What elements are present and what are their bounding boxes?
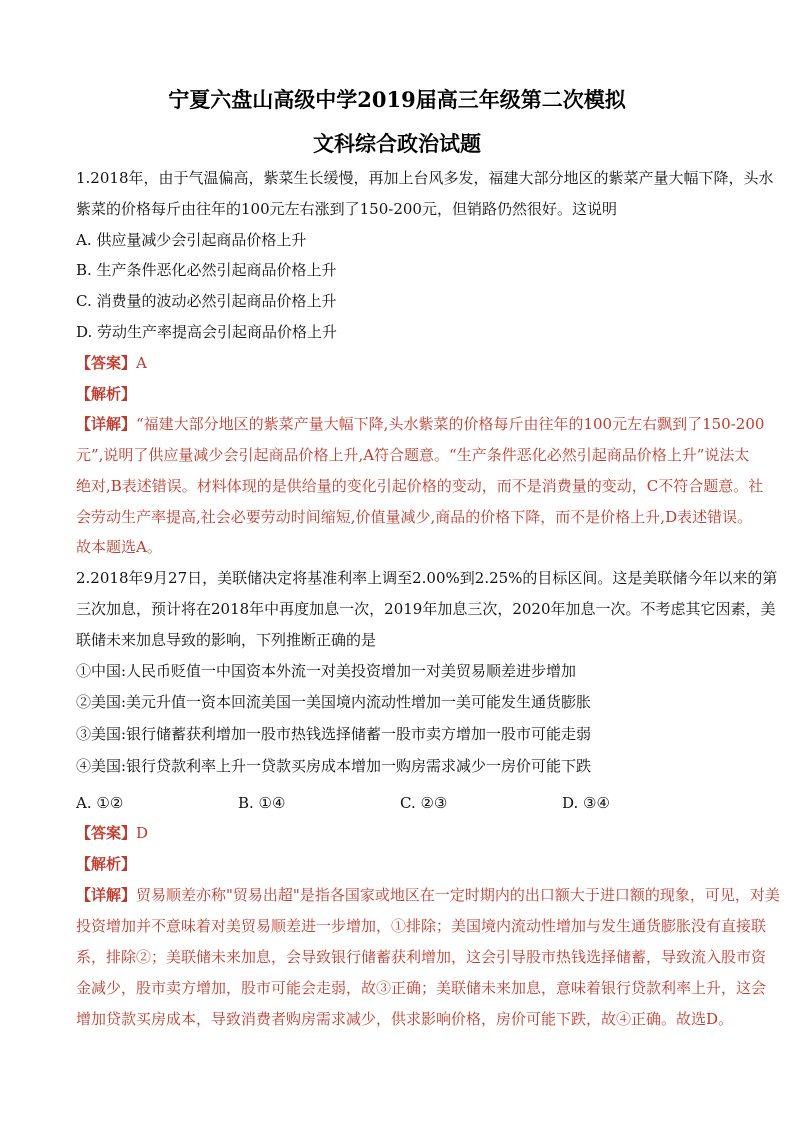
q2-option-c: C. ②③ bbox=[400, 794, 448, 812]
exam-title: 宁夏六盘山高级中学2019届高三年级第二次模拟 bbox=[168, 87, 626, 112]
q2-item-4: ④美国:银行贷款利率上升一贷款买房成本增加一购房需求减少一房价可能下跌 bbox=[76, 757, 592, 775]
answer-tag: 【答案】 bbox=[76, 824, 137, 842]
q1-detail-line: 会劳动生产率提高,社会必要劳动时间缩短,价值量减少,商品的价格下降，而不是价格上升,D表述错误。 bbox=[76, 508, 753, 526]
detail-text: “福建大部分地区的紫菜产量大幅下降,头水紫菜的价格每斤由往年的100元左右飘到了150-200 bbox=[136, 415, 765, 433]
q2-option-d: D. ③④ bbox=[562, 794, 610, 812]
q2-item-1: ①中国:人民币贬值一中国资本外流一对美投资增加一对美贸易顺差进步增加 bbox=[76, 662, 577, 680]
q2-item-3: ③美国:银行储蓄获利增加一股市热钱选择储蓄一股市卖方增加一股市可能走弱 bbox=[76, 725, 592, 743]
q2-detail-line: 金减少，股市卖方增加，股市可能会走弱，故③正确；美联储未来加息，意味着银行贷款利率上升，这会 bbox=[76, 979, 767, 997]
answer-value: D bbox=[136, 824, 149, 842]
q1-option-a: A. 供应量减少会引起商品价格上升 bbox=[76, 231, 307, 249]
q2-detail-line: 系，排除②；美联储未来加息，会导致银行储蓄获利增加，这会引导股市热钱选择储蓄，导致流入股市资 bbox=[76, 948, 767, 966]
detail-tag: 【详解】 bbox=[76, 886, 137, 904]
q2-stem-line: 三次加息，预计将在2018年中再度加息一次，2019年加息三次，2020年加息一次。不考虑其它因素，美 bbox=[76, 600, 776, 618]
q1-detail-line: 元”,说明了供应量减少会引起商品价格上升,A符合题意。“生产条件恶化必然引起商品价格上升”说法太 bbox=[76, 446, 750, 464]
detail-text: 贸易顺差亦称"贸易出超"是指各国家或地区在一定时期内的出口额大于进口额的现象，可见，对美 bbox=[136, 886, 780, 904]
q2-detail-line: 投资增加并不意味着对美贸易顺差进一步增加，①排除；美国境内流动性增加与发生通货膨胀没有直接联 bbox=[76, 917, 767, 935]
q1-stem-line: 1.2018年，由于气温偏高，紫菜生长缓慢，再加上台风多发，福建大部分地区的紫菜产量大幅下降，头水 bbox=[76, 169, 774, 187]
q1-detail-line bbox=[76, 414, 764, 434]
q1-option-c: C. 消费量的波动必然引起商品价格上升 bbox=[76, 292, 337, 310]
q2-detail-line: 增加贷款买房成本，导致消费者购房需求减少，供求影响价格，房价可能下跌，故④正确。故选D。 bbox=[76, 1010, 734, 1028]
q2-stem-line: 2.2018年9月27日，美联储决定将基准利率上调至2.00%到2.25%的目标区间。这是美联储今年以来的第 bbox=[76, 569, 778, 587]
q2-option-a: A. ①② bbox=[76, 794, 124, 812]
q2-stem-line: 联储未来加息导致的影响，下列推断正确的是 bbox=[76, 631, 377, 649]
answer-tag: 【答案】 bbox=[76, 354, 137, 372]
q1-detail-line: 绝对,B表述错误。材料体现的是供给量的变化引起价格的变动，而不是消费量的变动，C不符合题意。社 bbox=[76, 477, 764, 495]
detail-tag: 【详解】 bbox=[76, 415, 137, 433]
q1-analysis-tag: 【解析】 bbox=[76, 385, 137, 403]
answer-value: A bbox=[136, 354, 147, 372]
q1-answer bbox=[76, 353, 147, 373]
q2-option-b: B. ①④ bbox=[238, 794, 286, 812]
q2-analysis-tag: 【解析】 bbox=[76, 855, 137, 873]
q1-detail-line: 故本题选A。 bbox=[76, 538, 162, 556]
q2-answer bbox=[76, 823, 148, 843]
q1-option-b: B. 生产条件恶化必然引起商品价格上升 bbox=[76, 261, 337, 279]
q1-option-d: D. 劳动生产率提高会引起商品价格上升 bbox=[76, 323, 338, 341]
q2-item-2: ②美国:美元升值一资本回流美国一美国境内流动性增加一美可能发生通货膨胀 bbox=[76, 693, 592, 711]
q2-detail-line bbox=[76, 885, 780, 905]
exam-subtitle: 文科综合政治试题 bbox=[313, 131, 481, 156]
q1-stem-line: 紫菜的价格每斤由往年的100元左右涨到了150-200元，但销路仍然很好。这说明 bbox=[76, 200, 617, 218]
